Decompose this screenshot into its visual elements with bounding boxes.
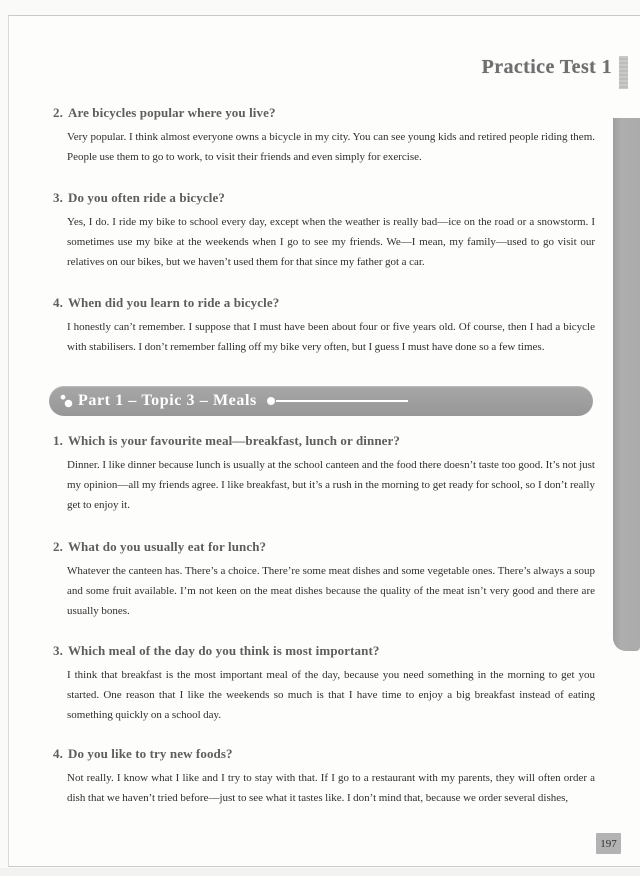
answer-text: I think that breakfast is the most important meal of the day, because you need something in the morning to get you started. One reason that I like the weekends so much is that I have time to enjoy a big breakfast instead of eating something quickly on a school day. xyxy=(67,669,595,721)
qa-block xyxy=(53,105,598,167)
answer-text: Not really. I know what I like and I try to stay with that. If I go to a restaurant with my parents, they will often order a dish that we haven’t tried before—just to see what it tastes like. I don’t mind that, because we order several dishes, xyxy=(67,772,595,804)
answer-text: Whatever the canteen has. There’s a choice. There’re some meat dishes and some vegetable ones. There’s always a soup and some fruit available. I’m not keen on the meat dishes because the quality of the meat isn’t very good and there are usually bones. xyxy=(67,565,595,617)
qa-block xyxy=(53,643,598,725)
header-tab-mark-icon xyxy=(619,56,628,89)
question-heading xyxy=(53,539,598,555)
bullet-icon xyxy=(267,397,275,405)
qa-block xyxy=(53,295,598,357)
question-heading xyxy=(53,433,598,449)
qa-block xyxy=(53,539,598,621)
question-text: Do you often ride a bicycle? xyxy=(67,190,225,205)
qa-block xyxy=(53,433,598,515)
question-text: Which is your favourite meal—breakfast, lunch or dinner? xyxy=(67,433,401,448)
section-banner xyxy=(49,386,593,416)
answer-text: Yes, I do. I ride my bike to school every day, except when the weather is really bad—ice on the road or a snowstorm. I sometimes use my bike at the weekends when I go to see my friends. We—I mean, my family—used to go visit our relatives on our bikes, but we haven’t used them for that since my father got a car. xyxy=(67,216,595,268)
page-title: Practice Test 1 xyxy=(481,56,612,78)
question-number: 4. xyxy=(53,746,63,761)
two-dots-icon xyxy=(58,392,75,410)
running-head xyxy=(482,54,628,89)
answer-text: I honestly can’t remember. I suppose that I must have been about four or five years old. Of course, then I had a bicycle with stabilisers. I don’t remember falling off my bike very often, but I guess I must have done so a few times. xyxy=(67,321,595,353)
question-number: 3. xyxy=(53,643,63,658)
answer-text: Very popular. I think almost everyone owns a bicycle in my city. You can see young kids and retired people riding them. People use them to go to work, to visit their friends and even simply for exercise. xyxy=(67,131,595,163)
question-text: What do you usually eat for lunch? xyxy=(67,539,267,554)
question-number: 2. xyxy=(53,105,63,120)
answer-text: Dinner. I like dinner because lunch is usually at the school canteen and the food there doesn’t taste too good. It’s not just my opinion—all my friends agree. I like breakfast, but it’s a rush in the morning to get ready for school, so I don’t really get to enjoy it. xyxy=(67,459,595,511)
question-text: Do you like to try new foods? xyxy=(67,746,233,761)
banner-rule xyxy=(276,400,408,402)
question-text: When did you learn to ride a bicycle? xyxy=(67,295,280,310)
question-text: Are bicycles popular where you live? xyxy=(67,105,276,120)
scan-bottom-margin xyxy=(0,868,640,876)
page-edge-band xyxy=(613,118,640,651)
page-number-badge: 197 xyxy=(596,833,621,854)
section-title: Part 1 – Topic 3 – Meals xyxy=(78,392,257,409)
question-number: 3. xyxy=(53,190,63,205)
question-heading xyxy=(53,190,598,206)
question-heading xyxy=(53,643,598,659)
paper-sheet xyxy=(8,15,640,867)
question-number: 2. xyxy=(53,539,63,554)
question-heading xyxy=(53,105,598,121)
qa-block xyxy=(53,190,598,272)
question-heading xyxy=(53,295,598,311)
question-number: 4. xyxy=(53,295,63,310)
qa-block xyxy=(53,746,598,808)
question-heading xyxy=(53,746,598,762)
question-text: Which meal of the day do you think is most important? xyxy=(67,643,380,658)
question-number: 1. xyxy=(53,433,63,448)
